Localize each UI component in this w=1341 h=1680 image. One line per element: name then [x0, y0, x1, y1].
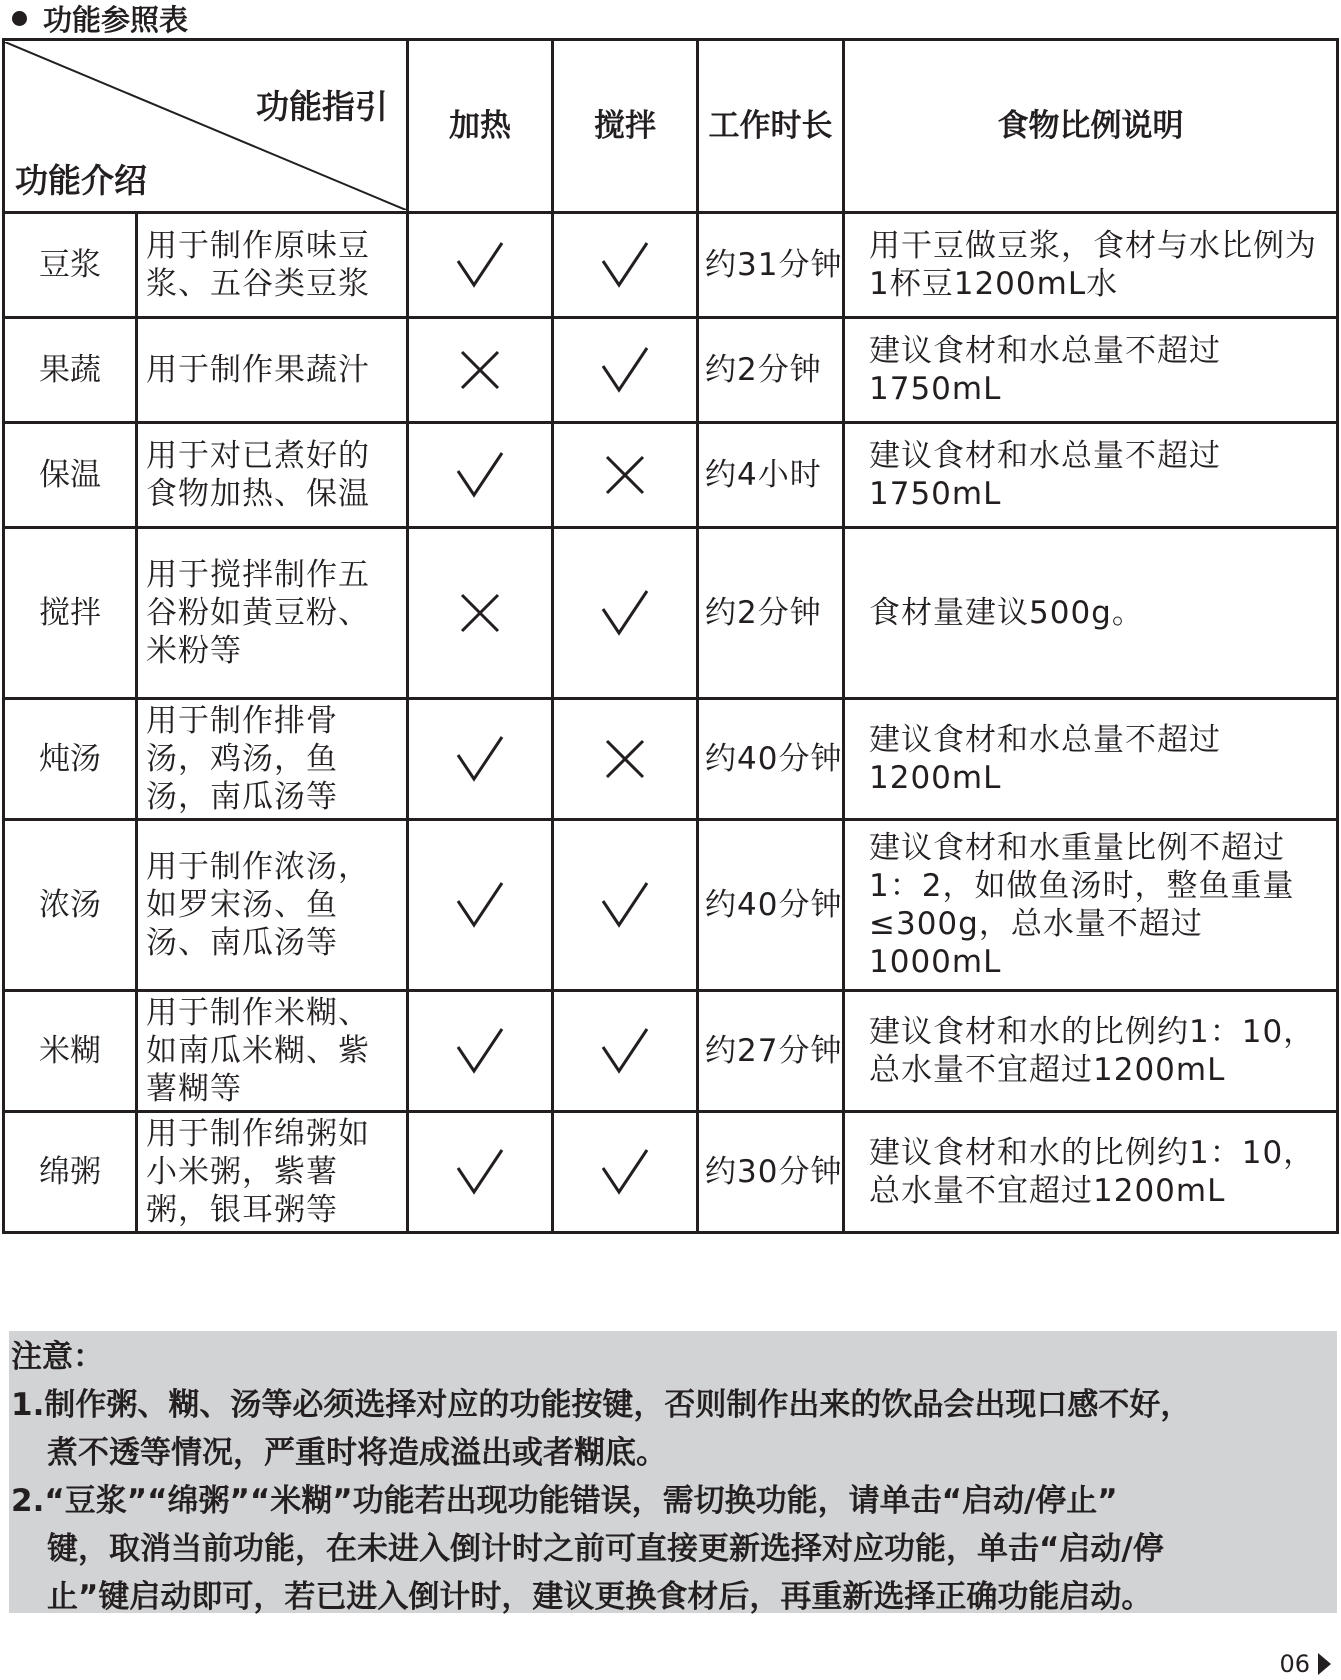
cross-mark-icon	[599, 733, 651, 785]
page-number-text: 06	[1279, 1650, 1310, 1678]
duration-cell: 约40分钟	[698, 699, 844, 820]
stirring-cell	[553, 991, 698, 1112]
check-mark-icon	[454, 733, 506, 785]
heating-cell	[408, 528, 553, 699]
function-name: 保温	[4, 423, 137, 528]
ratio-cell: 用干豆做豆浆，食材与水比例为1杯豆1200mL水	[844, 213, 1338, 318]
heating-cell	[408, 213, 553, 318]
header-corner-cell	[4, 40, 408, 213]
notes-title: 注意：	[11, 1339, 104, 1375]
heating-cell	[408, 318, 553, 423]
table-row	[4, 1112, 1338, 1233]
note-1-line-2: 煮不透等情况，严重时将造成溢出或者糊底。	[47, 1435, 667, 1471]
notes-box	[9, 1331, 1337, 1613]
check-mark-icon	[599, 587, 651, 639]
heating-cell	[408, 423, 553, 528]
page-number	[1279, 1650, 1331, 1678]
check-mark-icon	[454, 449, 506, 501]
check-mark-icon	[599, 1025, 651, 1077]
cross-mark-icon	[599, 449, 651, 501]
function-name: 炖汤	[4, 699, 137, 820]
function-description: 用于对已煮好的食物加热、保温	[137, 423, 408, 528]
function-description: 用于制作果蔬汁	[137, 318, 408, 423]
check-mark-icon	[454, 1146, 506, 1198]
header-heating: 加热	[408, 40, 553, 213]
note-2-line-3: 止”键启动即可，若已进入倒计时，建议更换食材后，再重新选择正确功能启动。	[47, 1579, 1153, 1615]
function-reference-table	[2, 38, 1339, 1234]
function-description: 用于制作浓汤，如罗宋汤、鱼汤、南瓜汤等	[137, 820, 408, 991]
table-row	[4, 820, 1338, 991]
stirring-cell	[553, 1112, 698, 1233]
duration-cell: 约40分钟	[698, 820, 844, 991]
heating-cell	[408, 1112, 553, 1233]
table-row	[4, 528, 1338, 699]
function-name: 豆浆	[4, 213, 137, 318]
stirring-cell	[553, 528, 698, 699]
duration-cell: 约2分钟	[698, 318, 844, 423]
ratio-cell: 建议食材和水总量不超过1750mL	[844, 423, 1338, 528]
header-duration: 工作时长	[698, 40, 844, 213]
ratio-cell: 建议食材和水总量不超过1750mL	[844, 318, 1338, 423]
ratio-cell: 食材量建议500g。	[844, 528, 1338, 699]
duration-cell: 约31分钟	[698, 213, 844, 318]
function-name: 绵粥	[4, 1112, 137, 1233]
heating-cell	[408, 699, 553, 820]
note-2-line-2: 键，取消当前功能，在未进入倒计时之前可直接更新选择对应功能，单击“启动/停	[47, 1531, 1164, 1567]
note-2-line-1: 2.“豆浆”“绵粥”“米糊”功能若出现功能错误，需切换功能，请单击“启动/停止”	[11, 1483, 1118, 1519]
table-row	[4, 318, 1338, 423]
stirring-cell	[553, 423, 698, 528]
next-arrow-icon	[1318, 1653, 1331, 1675]
section-title-text: 功能参照表	[43, 2, 189, 37]
corner-label-guide: 功能指引	[256, 87, 388, 126]
duration-cell: 约30分钟	[698, 1112, 844, 1233]
table-header-row	[4, 40, 1338, 213]
function-description: 用于制作绵粥如小米粥，紫薯粥，银耳粥等	[137, 1112, 408, 1233]
stirring-cell	[553, 820, 698, 991]
function-description: 用于制作原味豆浆、五谷类豆浆	[137, 213, 408, 318]
check-mark-icon	[599, 1146, 651, 1198]
duration-cell: 约2分钟	[698, 528, 844, 699]
ratio-cell: 建议食材和水的比例约1：10，总水量不宜超过1200mL	[844, 991, 1338, 1112]
stirring-cell	[553, 213, 698, 318]
function-name: 米糊	[4, 991, 137, 1112]
table-row	[4, 213, 1338, 318]
table-row	[4, 991, 1338, 1112]
check-mark-icon	[454, 239, 506, 291]
stirring-cell	[553, 699, 698, 820]
check-mark-icon	[599, 879, 651, 931]
function-description: 用于搅拌制作五谷粉如黄豆粉、米粉等	[137, 528, 408, 699]
ratio-cell: 建议食材和水总量不超过1200mL	[844, 699, 1338, 820]
corner-label-intro: 功能介绍	[15, 161, 147, 200]
check-mark-icon	[599, 239, 651, 291]
heating-cell	[408, 991, 553, 1112]
duration-cell: 约4小时	[698, 423, 844, 528]
header-ratio: 食物比例说明	[844, 40, 1338, 213]
check-mark-icon	[599, 344, 651, 396]
header-stirring: 搅拌	[553, 40, 698, 213]
table-row	[4, 423, 1338, 528]
cross-mark-icon	[454, 344, 506, 396]
bullet-icon	[12, 11, 27, 26]
heating-cell	[408, 820, 553, 991]
check-mark-icon	[454, 879, 506, 931]
function-name: 搅拌	[4, 528, 137, 699]
note-1-line-1: 1.制作粥、糊、汤等必须选择对应的功能按键，否则制作出来的饮品会出现口感不好，	[11, 1387, 1192, 1423]
table-row	[4, 699, 1338, 820]
cross-mark-icon	[454, 587, 506, 639]
function-description: 用于制作排骨汤，鸡汤，鱼汤，南瓜汤等	[137, 699, 408, 820]
section-title	[8, 0, 188, 36]
function-name: 果蔬	[4, 318, 137, 423]
check-mark-icon	[454, 1025, 506, 1077]
function-name: 浓汤	[4, 820, 137, 991]
stirring-cell	[553, 318, 698, 423]
function-description: 用于制作米糊、如南瓜米糊、紫薯糊等	[137, 991, 408, 1112]
ratio-cell: 建议食材和水的比例约1：10，总水量不宜超过1200mL	[844, 1112, 1338, 1233]
ratio-cell: 建议食材和水重量比例不超过1：2，如做鱼汤时，整鱼重量≤300g，总水量不超过1000mL	[844, 820, 1338, 991]
duration-cell: 约27分钟	[698, 991, 844, 1112]
